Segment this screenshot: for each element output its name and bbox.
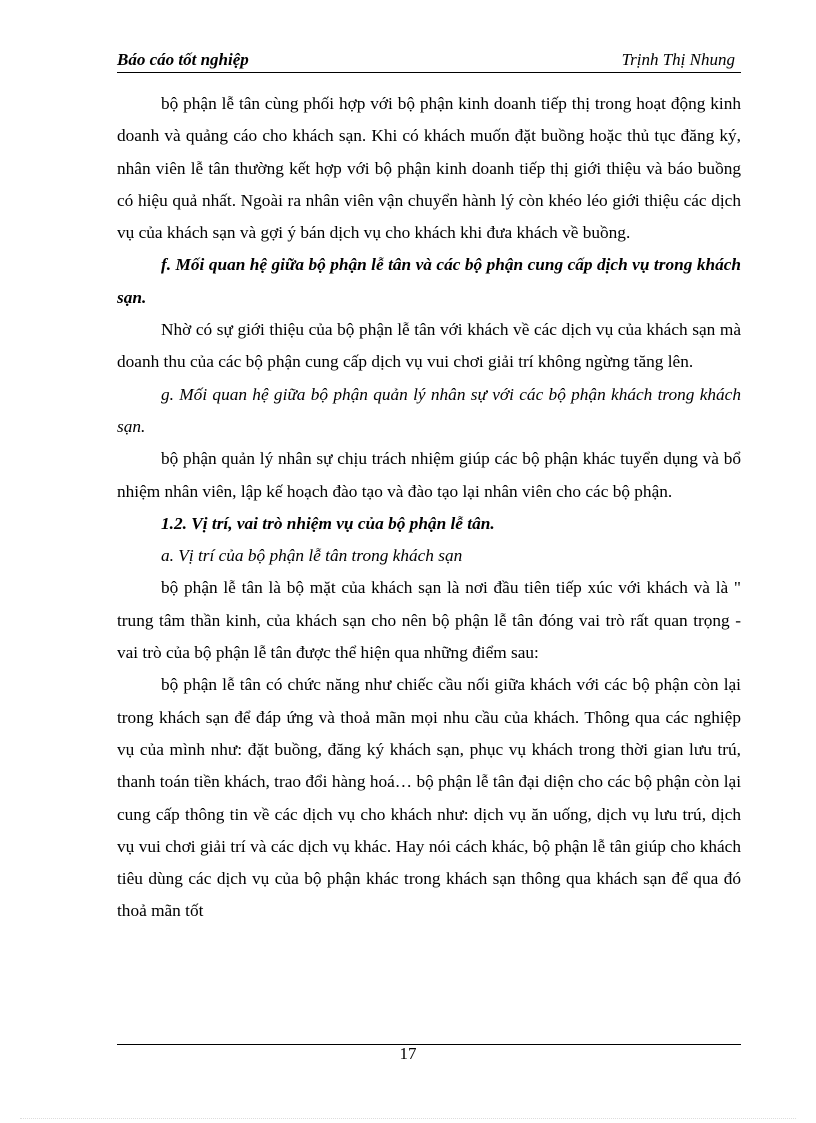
body-paragraph: Nhờ có sự giới thiệu của bộ phận lễ tân với khách về các dịch vụ của khách sạn mà doanh thu của các bộ phận cung cấp dịch vụ vui chơi giải trí không ngừng tăng lên. bbox=[117, 320, 741, 372]
report-title: Báo cáo tốt nghiệp bbox=[117, 50, 249, 69]
page-bottom-dotted-line bbox=[20, 1118, 796, 1119]
author-name: Trịnh Thị Nhung bbox=[621, 50, 735, 69]
section-heading-f: f. Mối quan hệ giữa bộ phận lễ tân và các bộ phận cung cấp dịch vụ trong khách sạn. bbox=[117, 255, 741, 307]
body-paragraph: bộ phận lễ tân là bộ mặt của khách sạn là nơi đầu tiên tiếp xúc với khách và là " trung tâm thần kinh, của khách sạn cho nên bộ phận lễ tân đóng vai trò rất quan trọng - vai trò của bộ phận lễ tân được thể hiện qua những điểm sau: bbox=[117, 578, 741, 663]
body-paragraph: bộ phận quản lý nhân sự chịu trách nhiệm giúp các bộ phận khác tuyển dụng và bổ nhiệm nhân viên, lập kế hoạch đào tạo và đào tạo lại nhân viên cho các bộ phận. bbox=[117, 449, 741, 501]
page-number: 17 bbox=[399, 1044, 417, 1063]
header-divider bbox=[117, 72, 741, 73]
body-paragraph: bộ phận lễ tân có chức năng như chiếc cầu nối giữa khách với các bộ phận còn lại trong khách sạn để đáp ứng và thoả mãn mọi nhu cầu của khách. Thông qua các nghiệp vụ của mình như: đặt buồng, đăng ký khách sạn, phục vụ khách trong thời gian lưu trú, thanh toán tiền khách, trao đổi hàng hoá… bộ phận lễ tân đại diện cho các bộ phận còn lại cung cấp thông tin về các dịch vụ cho khách như: dịch vụ ăn uống, dịch vụ lưu trú, dịch vụ vui chơi giải trí và các dịch vụ khác. Hay nói cách khác, bộ phận lễ tân giúp cho khách tiêu dùng các dịch vụ của bộ phận khác trong khách sạn thông qua khách sạn để qua đó thoả mãn tốt bbox=[117, 675, 741, 921]
page-header bbox=[117, 50, 741, 74]
section-heading-g: g. Mối quan hệ giữa bộ phận quản lý nhân sự với các bộ phận khách trong khách sạn. bbox=[117, 384, 741, 436]
body-paragraph: bộ phận lễ tân cùng phối hợp với bộ phận kinh doanh tiếp thị trong hoạt động kinh doanh và quảng cáo cho khách sạn. Khi có khách muốn đặt buồng hoặc thủ tục đăng ký, nhân viên lễ tân thường kết hợp với bộ phận kinh doanh tiếp thị giới thiệu và báo buồng có hiệu quả nhất. Ngoài ra nhân viên vận chuyển hành lý còn khéo léo giới thiệu các dịch vụ của khách sạn và gợi ý bán dịch vụ cho khách khi đưa khách về buồng. bbox=[117, 94, 741, 243]
document-body bbox=[117, 88, 741, 928]
section-heading-1-2: 1.2. Vị trí, vai trò nhiệm vụ của bộ phận lễ tân. bbox=[161, 513, 495, 533]
subsection-heading-a: a. Vị trí của bộ phận lễ tân trong khách sạn bbox=[161, 546, 463, 566]
